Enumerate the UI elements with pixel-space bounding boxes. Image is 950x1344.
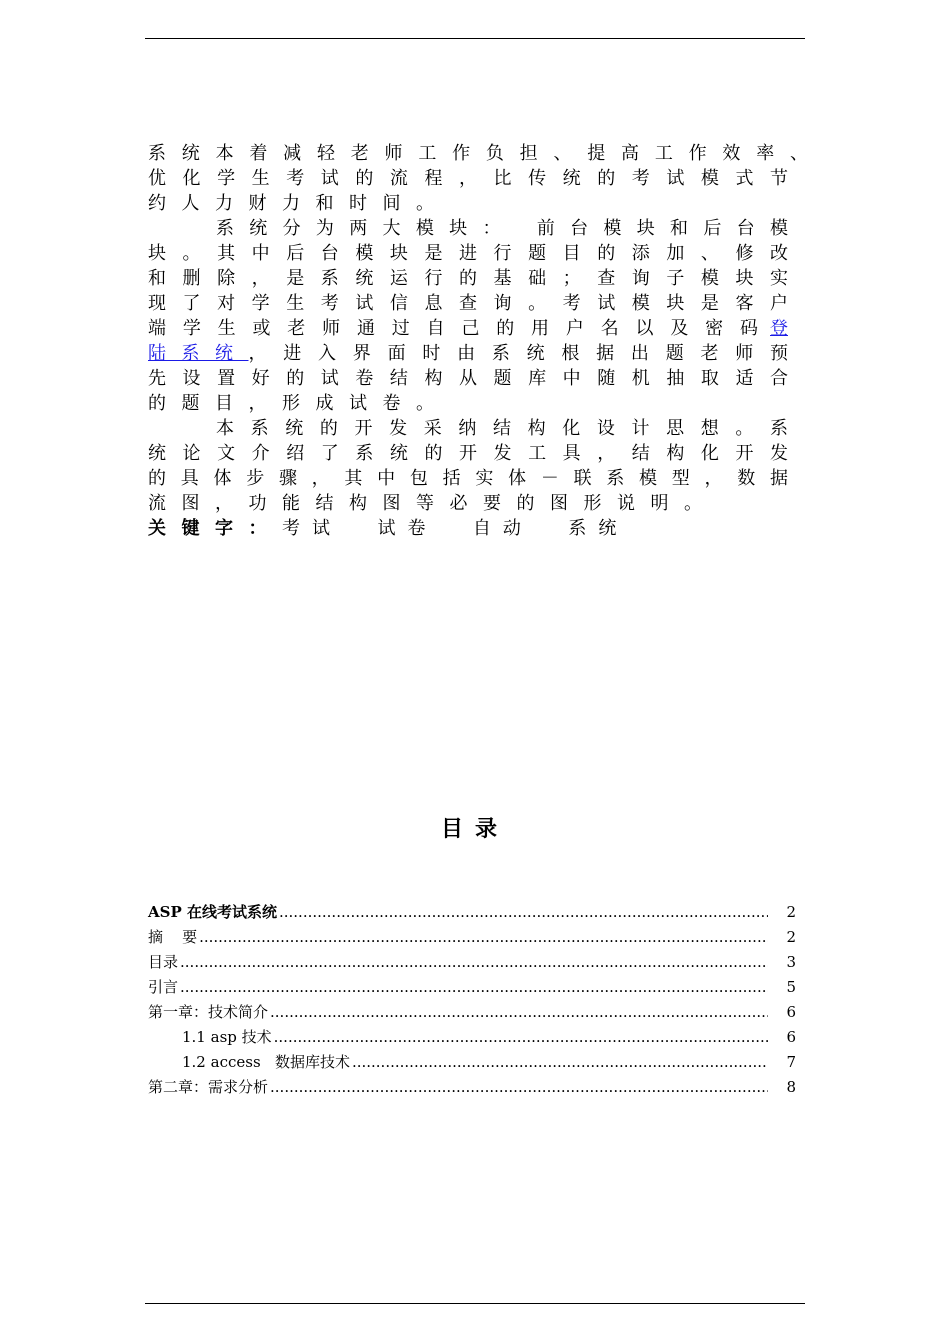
- toc-entry[interactable]: [148, 1051, 796, 1076]
- toc-entry[interactable]: [148, 926, 796, 951]
- toc-leader: [180, 953, 768, 971]
- toc-leader: [274, 1028, 768, 1046]
- abstract-line: 块。其中后台模块是进行题目的添加、修改: [148, 243, 788, 264]
- header-rule: [145, 38, 805, 39]
- keywords-label: 关键字：: [148, 518, 282, 539]
- abstract-line: 端学生或老师通过自己的用户名以及密码: [148, 318, 758, 339]
- abstract-line: 本系统的开发采纳结构化设计思想。系: [216, 418, 788, 439]
- toc-entry-page: 7: [786, 1053, 796, 1071]
- toc-entry-title: ASP 在线考试系统: [148, 903, 277, 921]
- toc-entry-page: 2: [786, 903, 796, 921]
- toc-leader: [199, 928, 768, 946]
- toc-entry-page: 5: [786, 978, 796, 996]
- abstract-line: 先设置好的试卷结构从题库中随机抽取适合: [148, 368, 788, 389]
- toc-entry-page: 8: [786, 1078, 796, 1096]
- toc-entry[interactable]: [148, 951, 796, 976]
- abstract-line: 约人力财力和时间。: [148, 193, 450, 214]
- abstract-line: 系统本着减轻老师工作负担、提高工作效率、: [148, 143, 808, 164]
- abstract-body: [148, 141, 808, 541]
- toc-entry[interactable]: [148, 976, 796, 1001]
- toc-leader: [352, 1053, 768, 1071]
- toc-entry-title: 第二章：需求分析: [148, 1078, 269, 1096]
- toc-entry-title: 引言: [148, 978, 179, 996]
- toc-leader: [180, 978, 768, 996]
- toc-leader: [279, 903, 768, 921]
- login-system-link[interactable]: 陆系统: [148, 343, 249, 364]
- abstract-line: 和删除，是系统运行的基础；查询子模块实: [148, 268, 788, 289]
- table-of-contents: [148, 901, 796, 1101]
- abstract-line: 的具体步骤，其中包括实体－联系模型，数据: [148, 468, 788, 489]
- abstract-line: 统论文介绍了系统的开发工具，结构化开发: [148, 443, 788, 464]
- abstract-line: 现了对学生考试信息查询。考试模块是客户: [148, 293, 788, 314]
- toc-entry[interactable]: [148, 901, 796, 926]
- abstract-line: 的题目，形成试卷。: [148, 393, 450, 414]
- toc-title: 目录: [440, 816, 509, 842]
- toc-entry-title: 1.2 access 数据库技术: [182, 1053, 350, 1071]
- toc-leader: [270, 1003, 768, 1021]
- toc-leader: [270, 1078, 768, 1096]
- toc-entry-title: 第一章：技术简介: [148, 1003, 269, 1021]
- toc-entry-title: 1.1 asp 技术: [182, 1028, 272, 1046]
- toc-entry-page: 6: [786, 1028, 796, 1046]
- toc-entry[interactable]: [148, 1001, 796, 1026]
- toc-entry-title: 摘 要: [148, 928, 198, 946]
- keywords-value: 考试 试卷 自动 系统: [282, 518, 629, 539]
- abstract-line: ，进入界面时由系统根据出题老师预: [248, 343, 788, 364]
- footer-rule: [145, 1303, 805, 1304]
- toc-entry-title: 目录: [148, 953, 179, 971]
- toc-entry[interactable]: [148, 1076, 796, 1101]
- toc-entry-page: 6: [786, 1003, 796, 1021]
- abstract-line: 系统分为两大模块： 前台模块和后台模: [216, 218, 788, 239]
- abstract-line: 优化学生考试的流程，比传统的考试模式节: [148, 168, 788, 189]
- toc-entry-page: 3: [786, 953, 796, 971]
- keywords-line: [148, 516, 808, 541]
- toc-entry-page: 2: [786, 928, 796, 946]
- abstract-line: 流图，功能结构图等必要的图形说明。: [148, 493, 718, 514]
- toc-entry[interactable]: [148, 1026, 796, 1051]
- login-system-link[interactable]: 登: [770, 318, 788, 339]
